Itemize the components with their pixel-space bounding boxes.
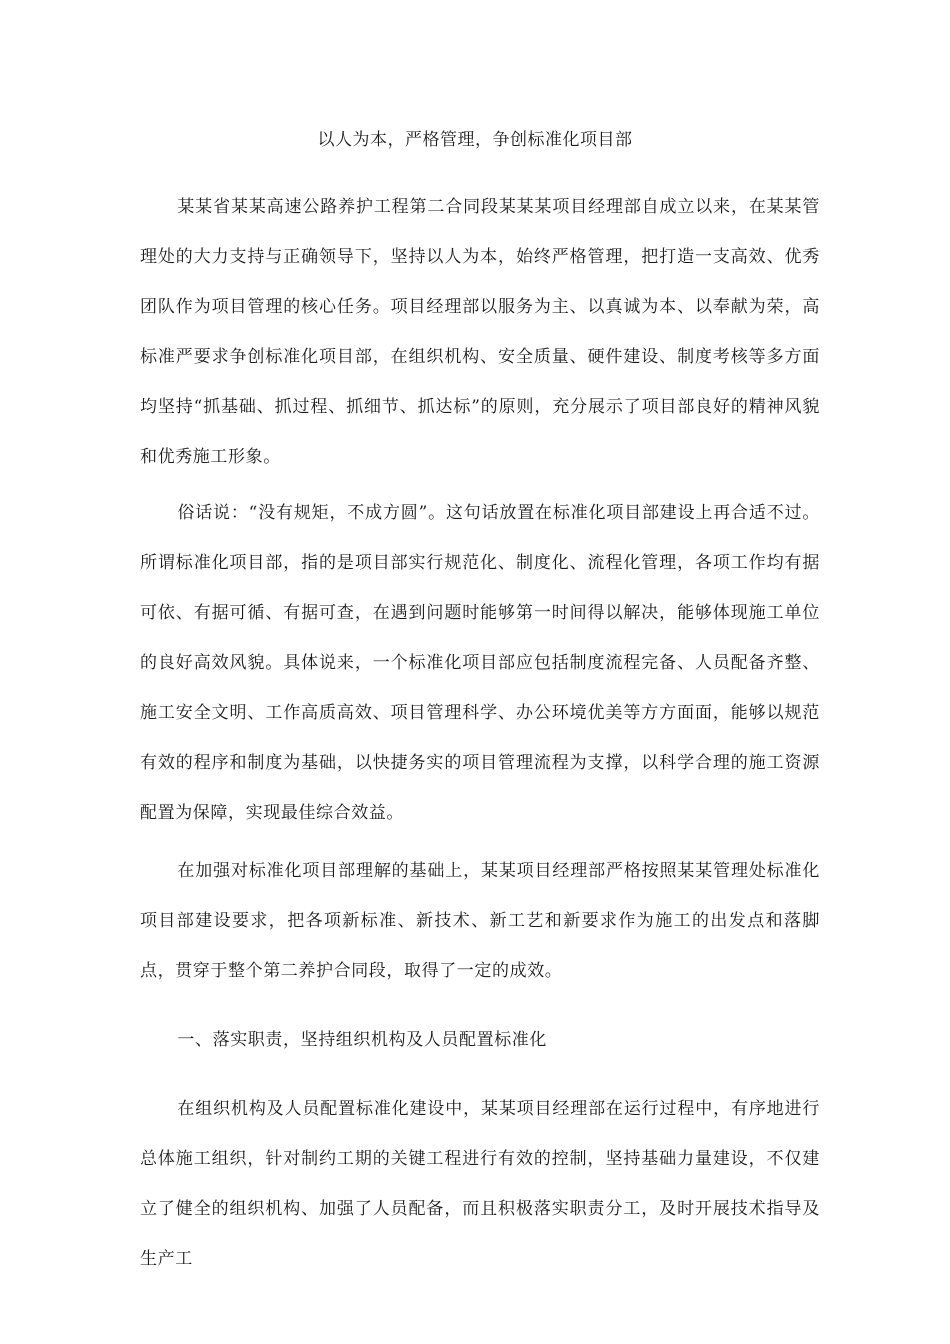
paragraph-standardization: 俗话说：“没有规矩，不成方圆”。这句话放置在标准化项目部建设上再合适不过。所谓标准化项目部，指的是项目部实行规范化、制度化、流程化管理，各项工作均有据可依、有据可循、有据可查，在遇到问题时能够第一时间得以解决，能够体现施工单位的良好高效风貌。具体说来，一个标准化项目部应包括制度流程完备、人员配备齐整、施工安全文明、工作高质高效、项目管理科学、办公环境优美等方方面面，能够以规范有效的程序和制度为基础，以快捷务实的项目管理流程为支撑，以科学合理的施工资源配置为保障，实现最佳综合效益。 (140, 503, 820, 823)
paragraph-section-body: 在组织机构及人员配置标准化建设中，某某项目经理部在运行过程中，有序地进行总体施工组织，针对制约工期的关键工程进行有效的控制，坚持基础力量建设，不仅建立了健全的组织机构、加强了人员配备，而且积极落实职责分工，及时开展技术指导及生产工 (140, 1099, 820, 1269)
document-title: 以人为本，严格管理，争创标准化项目部 (317, 130, 633, 150)
paragraph-intro: 某某省某某高速公路养护工程第二合同段某某某项目经理部自成立以来，在某某管理处的大力支持与正确领导下，坚持以人为本，始终严格管理，把打造一支高效、优秀团队作为项目管理的核心任务。项目经理部以服务为主、以真诚为本、以奉献为荣，高标准严要求争创标准化项目部，在组织机构、安全质量、硬件建设、制度考核等多方面均坚持“抓基础、抓过程、抓细节、抓达标”的原则，充分展示了项目部良好的精神风貌和优秀施工形象。 (140, 197, 820, 467)
paragraph-implementation: 在加强对标准化项目部理解的基础上，某某项目经理部严格按照某某管理处标准化项目部建设要求，把各项新标准、新技术、新工艺和新要求作为施工的出发点和落脚点，贯穿于整个第二养护合同段，取得了一定的成效。 (140, 861, 820, 981)
section-heading: 一、落实职责，坚持组织机构及人员配置标准化 (177, 1030, 547, 1050)
